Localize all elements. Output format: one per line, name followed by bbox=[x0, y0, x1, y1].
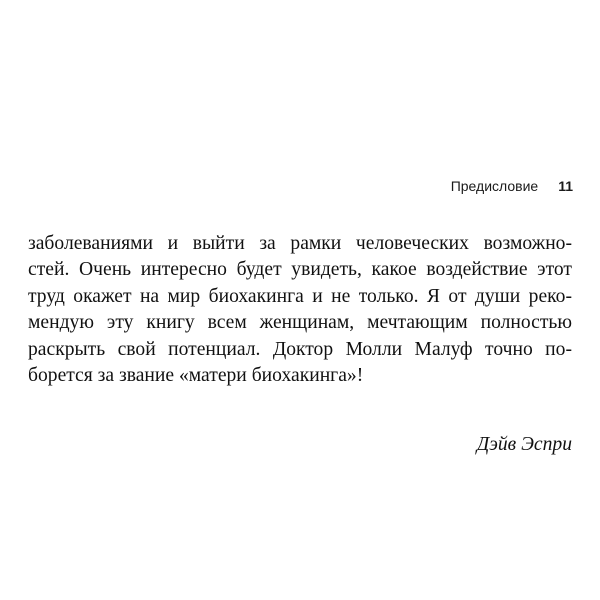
text-line: труд окажет на мир биохакинга и не только. Я от души реко- bbox=[28, 285, 572, 307]
text-line: раскрыть свой потенциал. Доктор Молли Малуф точно по- bbox=[28, 338, 572, 360]
text-line: борется за звание «матери биохакинга»! bbox=[28, 365, 364, 387]
text-line: заболеваниями и выйти за рамки человеческих возможно- bbox=[28, 233, 572, 254]
text-line: стей. Очень интересно будет увидеть, какое воздействие этот bbox=[28, 259, 572, 281]
author-signature: Дэйв Эспри bbox=[476, 434, 572, 455]
running-header bbox=[451, 178, 573, 194]
section-title: Предисловие bbox=[450, 178, 539, 194]
text-line: мендую эту книгу всем женщинам, мечтающим полностью bbox=[28, 312, 572, 334]
body-paragraph bbox=[28, 231, 572, 389]
page-number: 11 bbox=[558, 178, 573, 194]
